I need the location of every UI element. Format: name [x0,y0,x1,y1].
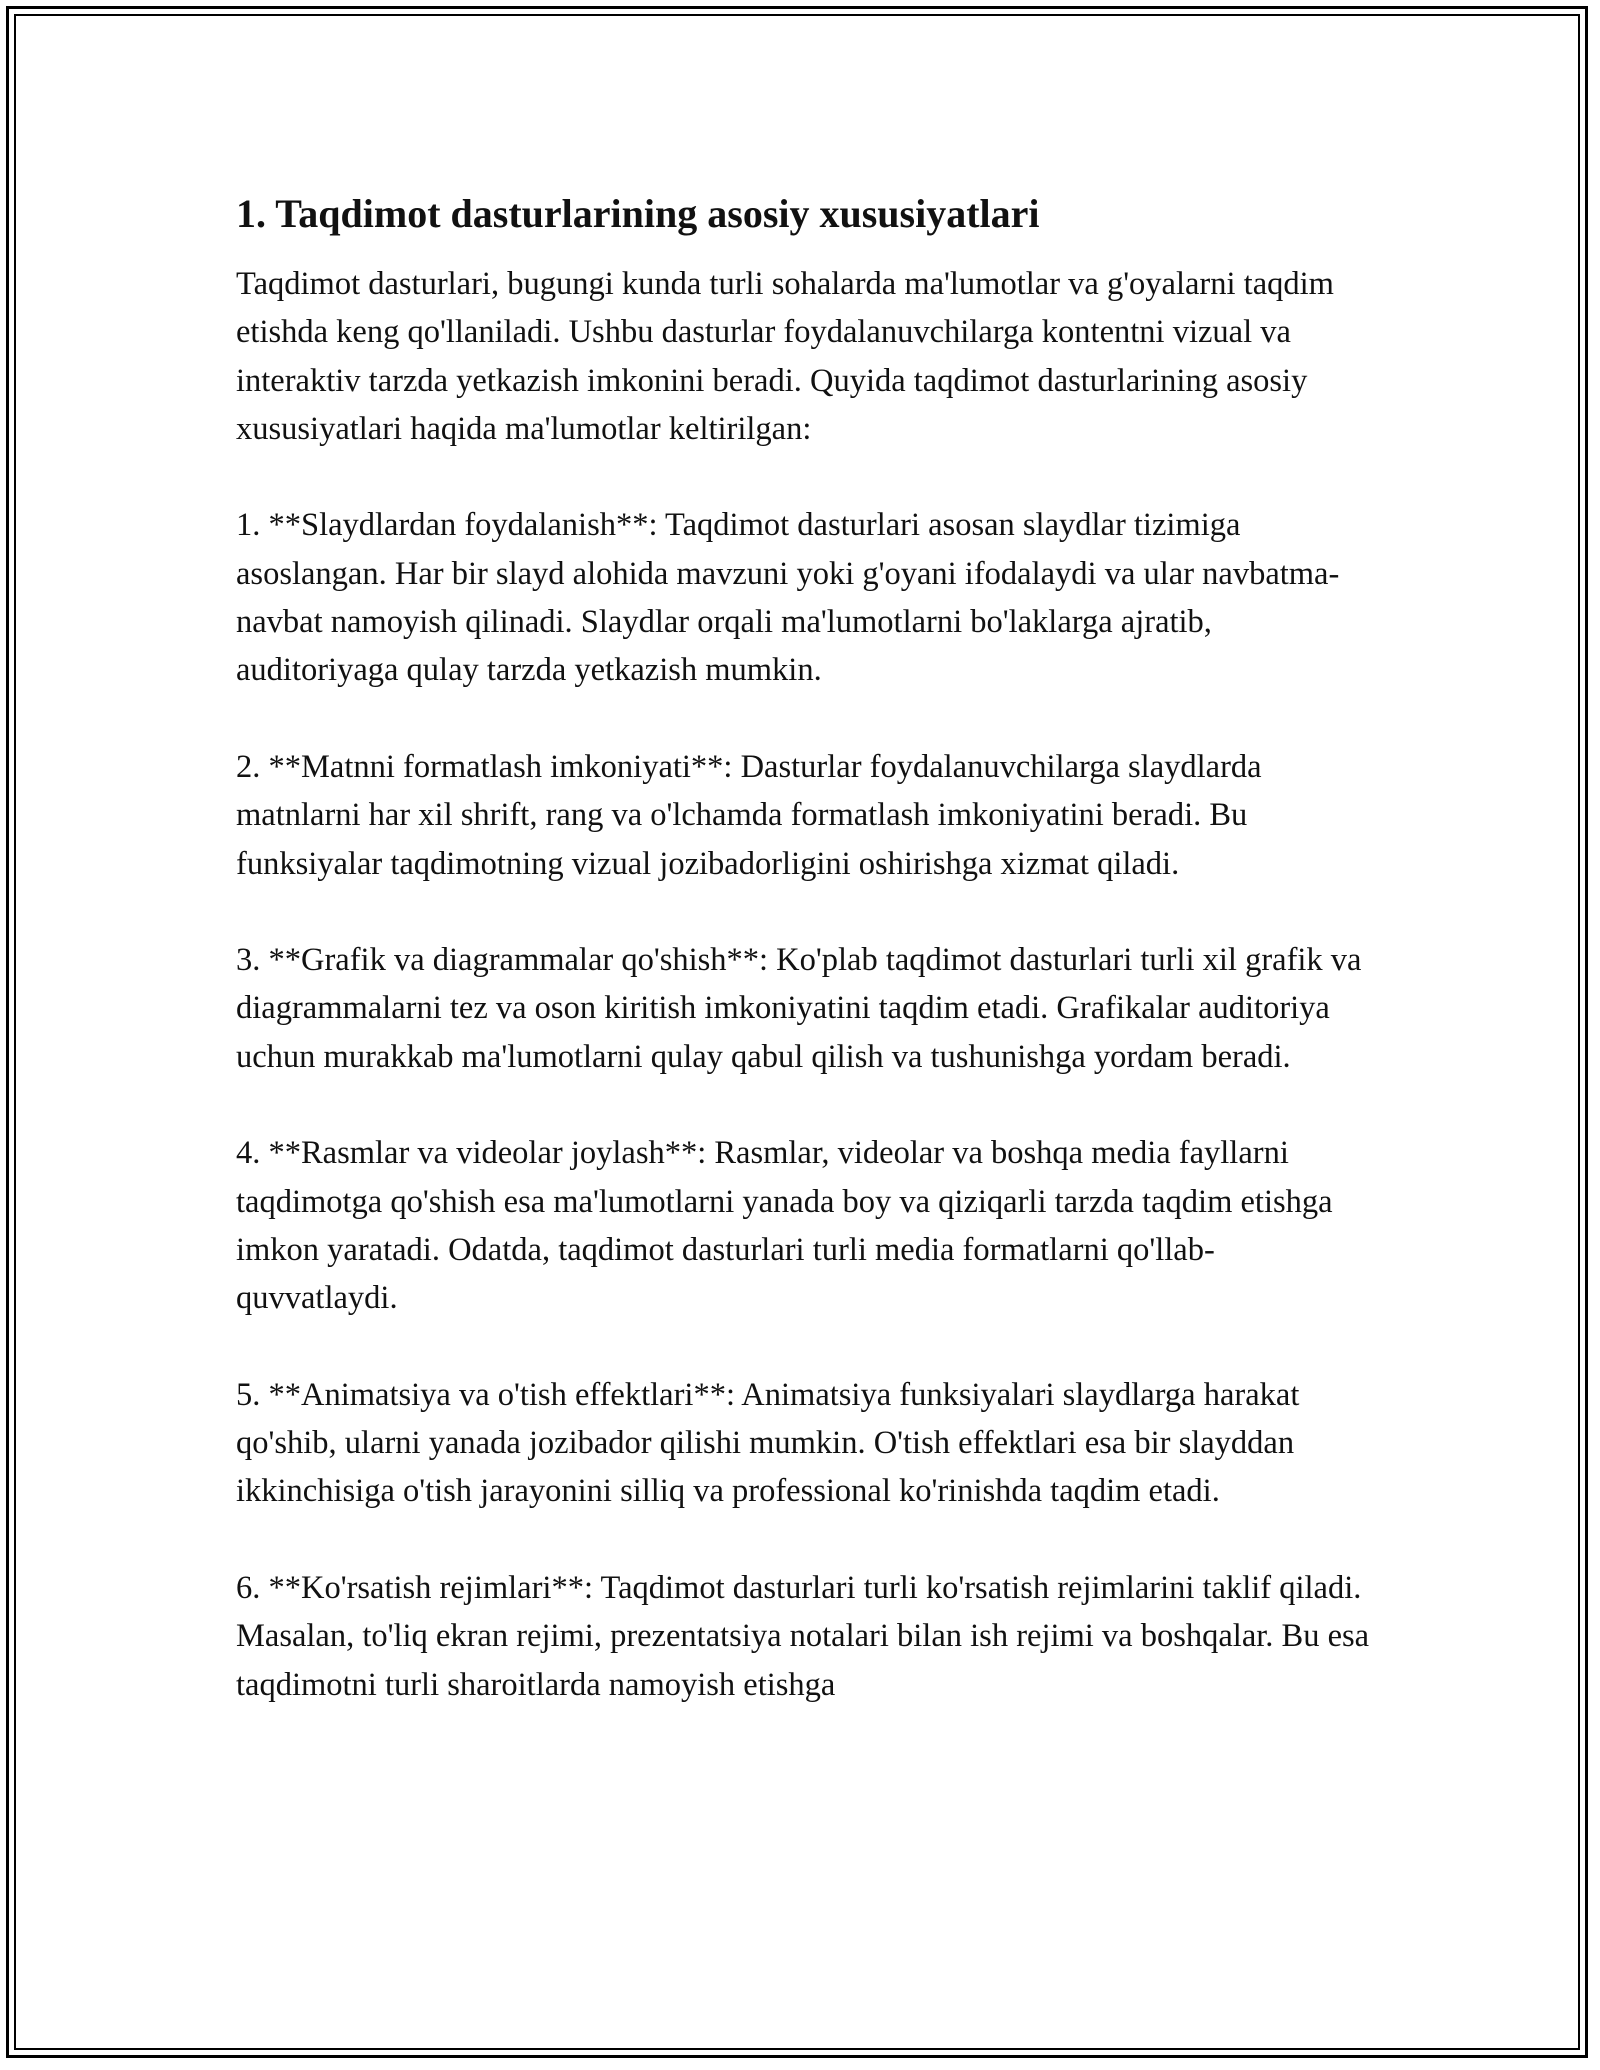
intro-paragraph: Taqdimot dasturlari, bugungi kunda turli sohalarda ma'lumotlar va g'oyalarni taqdim etishda keng qo'llaniladi. Ushbu dasturlar foydalanuvchilarga kontentni vizual va interaktiv tarzda yetkazish imkonini beradi. Quyida taqdimot dasturlarining asosiy xususiyatlari haqida ma'lumotlar keltirilgan: [236,266,1334,447]
list-item-animation: 5. **Animatsiya va o'tish effektlari**: Animatsiya funksiyalari slaydlarga harakat qo'shib, ularni yanada jozibador qilishi mumkin. O'tish effektlari esa bir slayddan ikkinchisiga o'tish jarayonini silliq va professional ko'rinishda taqdim etadi. [236,1376,1300,1510]
list-item-display-modes: 6. **Ko'rsatish rejimlari**: Taqdimot dasturlari turli ko'rsatish rejimlarini taklif qiladi. Masalan, to'liq ekran rejimi, prezentatsiya notalari bilan ish rejimi va boshqalar. Bu esa taqdimotni turli sharoitlarda namoyish etishga [236,1570,1370,1703]
document-body [236,188,1376,1757]
section-heading: 1. Taqdimot dasturlarining asosiy xususiyatlari [236,191,1040,236]
list-item-slides: 1. **Slaydlardan foydalanish**: Taqdimot dasturlari asosan slaydlar tizimiga asoslangan. Har bir slayd alohida mavzuni yoki g'oyani ifodalaydi va ular navbatma-navbat namoyish qilinadi. Slaydlar orqali ma'lumotlarni bo'laklarga ajratib, auditoriyaga qulay tarzda yetkazish mumkin. [236,507,1340,689]
list-item-charts: 3. **Grafik va diagrammalar qo'shish**: Ko'plab taqdimot dasturlari turli xil grafik va diagrammalarni tez va oson kiritish imkoniyatini taqdim etadi. Grafikalar auditoriya uchun murakkab ma'lumotlarni qulay qabul qilish va tushunishga yordam beradi. [236,942,1362,1075]
list-item-media: 4. **Rasmlar va videolar joylash**: Rasmlar, videolar va boshqa media fayllarni taqdimotga qo'shish esa ma'lumotlarni yanada boy va qiziqarli tarzda taqdim etishga imkon yaratadi. Odatda, taqdimot dasturlari turli media formatlarni qo'llab-quvvatlaydi. [236,1135,1333,1317]
list-item-text-formatting: 2. **Matnni formatlash imkoniyati**: Dasturlar foydalanuvchilarga slaydlarda matnlarni har xil shrift, rang va o'lchamda formatlash imkoniyatini beradi. Bu funksiyalar taqdimotning vizual jozibadorligini oshirishga xizmat qiladi. [236,748,1262,882]
